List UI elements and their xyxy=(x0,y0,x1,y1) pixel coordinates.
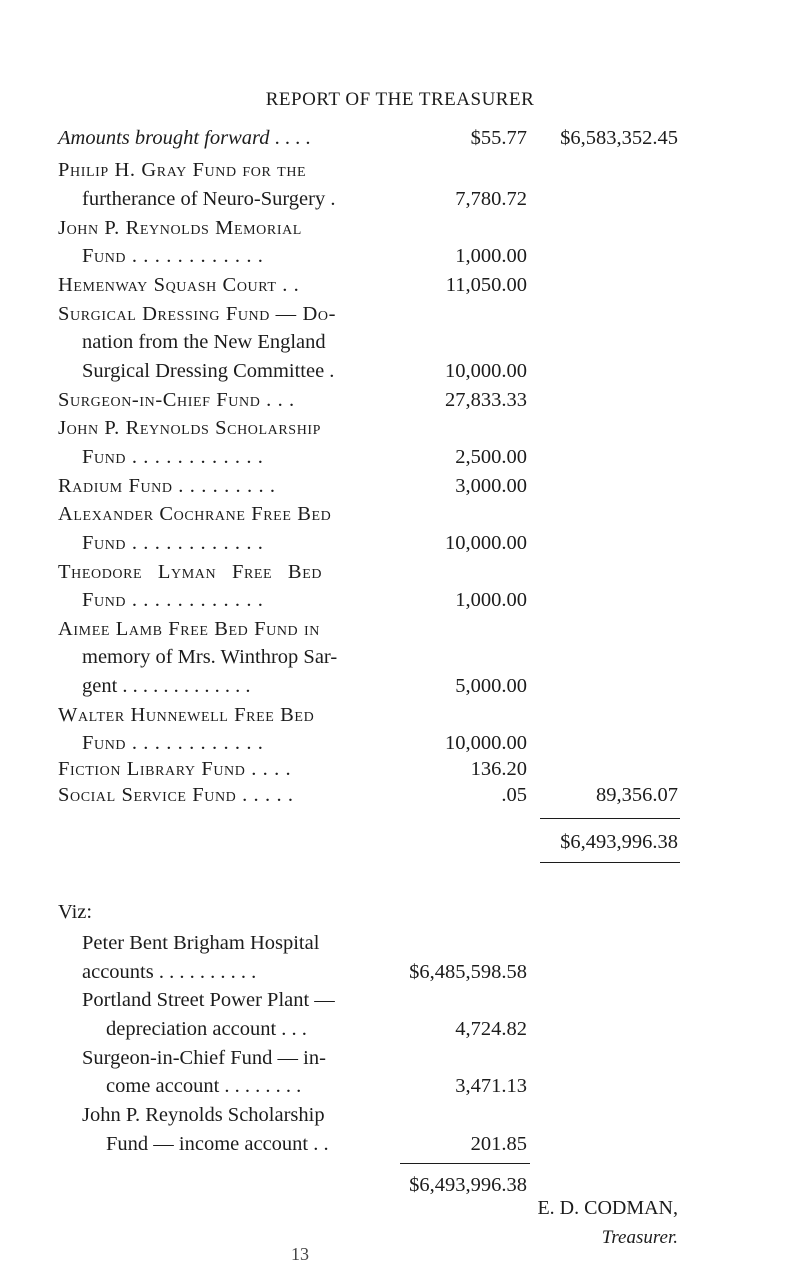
fund-amount: 136.20 xyxy=(470,758,527,780)
fund-line: Fund . . . . . . . . . . . . xyxy=(82,446,264,468)
fund-line: Theodore Lyman Free Bed xyxy=(58,561,323,583)
viz-amount: 201.85 xyxy=(470,1133,527,1155)
viz-line: depreciation account . . . xyxy=(106,1018,307,1040)
fund-line: John P. Reynolds Memorial xyxy=(58,217,302,239)
viz-line: Portland Street Power Plant — xyxy=(82,989,335,1011)
fund-amount: 7,780.72 xyxy=(455,188,527,210)
fund-amount: 10,000.00 xyxy=(445,532,527,554)
fund-amount: 5,000.00 xyxy=(455,675,527,697)
fund-line: Surgical Dressing Committee . xyxy=(82,360,335,382)
fund-amount: 2,500.00 xyxy=(455,446,527,468)
fund-amount: 10,000.00 xyxy=(445,732,527,754)
brought-forward-col2: $6,583,352.45 xyxy=(560,127,678,149)
viz-total-rule xyxy=(400,1163,530,1164)
viz-line: John P. Reynolds Scholarship xyxy=(82,1104,325,1126)
fund-line: Walter Hunnewell Free Bed xyxy=(58,704,315,726)
viz-line: Surgeon-in-Chief Fund — in- xyxy=(82,1047,326,1069)
fund-line: Fund . . . . . . . . . . . . xyxy=(82,589,264,611)
fund-amount: 3,000.00 xyxy=(455,475,527,497)
brought-forward-col1: $55.77 xyxy=(470,127,527,149)
subtotal-rule xyxy=(540,818,680,819)
fund-line: John P. Reynolds Scholarship xyxy=(58,417,322,439)
viz-total: $6,493,996.38 xyxy=(409,1174,527,1196)
fund-line: Surgeon-in-Chief Fund . . . xyxy=(58,389,295,411)
fund-line: Surgical Dressing Fund — Do- xyxy=(58,303,337,325)
fund-amount: 10,000.00 xyxy=(445,360,527,382)
viz-line: come account . . . . . . . . xyxy=(106,1075,302,1097)
fund-line: memory of Mrs. Winthrop Sar- xyxy=(82,646,338,668)
fund-amount: 11,050.00 xyxy=(445,274,527,296)
fund-line: Fiction Library Fund . . . . xyxy=(58,758,292,780)
viz-amount: $6,485,598.58 xyxy=(409,961,527,983)
grand-total: $6,493,996.38 xyxy=(560,831,678,853)
fund-line: Fund . . . . . . . . . . . . xyxy=(82,532,264,554)
fund-amount: 1,000.00 xyxy=(455,245,527,267)
fund-line: Hemenway Squash Court . . xyxy=(58,274,300,296)
brought-forward-label: Amounts brought forward xyxy=(58,127,270,149)
fund-line: furtherance of Neuro-Surgery . xyxy=(82,188,336,210)
fund-line: Aimee Lamb Free Bed Fund in xyxy=(58,618,320,640)
fund-amount: 1,000.00 xyxy=(455,589,527,611)
fund-line: Social Service Fund . . . . . xyxy=(58,784,294,806)
fund-line: Fund . . . . . . . . . . . . xyxy=(82,245,264,267)
fund-line: nation from the New England xyxy=(82,331,326,353)
page-number: 13 xyxy=(291,1244,309,1264)
fund-line: Philip H. Gray Fund for the xyxy=(58,159,307,181)
fund-line: Alexander Cochrane Free Bed xyxy=(58,503,332,525)
signature-name: E. D. CODMAN, xyxy=(537,1197,678,1219)
page-header: REPORT OF THE TREASURER xyxy=(265,89,535,110)
fund-amount: .05 xyxy=(501,784,527,806)
viz-amount: 4,724.82 xyxy=(455,1018,527,1040)
funds-subtotal: 89,356.07 xyxy=(596,784,678,806)
viz-amount: 3,471.13 xyxy=(455,1075,527,1097)
fund-line: Radium Fund . . . . . . . . . xyxy=(58,475,276,497)
viz-label: Viz: xyxy=(58,901,93,923)
fund-line: gent . . . . . . . . . . . . . xyxy=(82,675,251,697)
fund-line: Fund . . . . . . . . . . . . xyxy=(82,732,264,754)
fund-amount: 27,833.33 xyxy=(445,389,527,411)
brought-forward-dots: . . . . xyxy=(269,127,311,149)
viz-line: accounts . . . . . . . . . . xyxy=(82,961,257,983)
total-rule xyxy=(540,862,680,863)
viz-line: Peter Bent Brigham Hospital xyxy=(82,932,320,954)
signature-title: Treasurer. xyxy=(601,1227,678,1248)
brought-forward-row xyxy=(58,128,310,149)
viz-line: Fund — income account . . xyxy=(106,1133,329,1155)
